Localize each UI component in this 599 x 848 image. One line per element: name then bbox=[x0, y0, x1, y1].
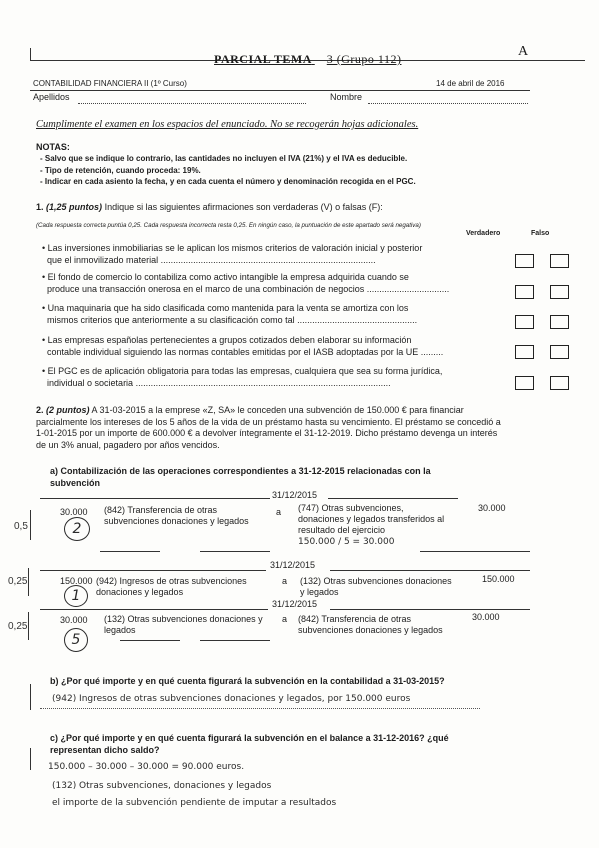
q1-number: 1. bbox=[36, 202, 44, 212]
col-false-header: Falso bbox=[531, 230, 550, 237]
account-line: y legados bbox=[300, 587, 339, 597]
q2b-label: b) bbox=[50, 676, 59, 686]
header-left-tick bbox=[30, 48, 31, 60]
account-line: donaciones y legados transferidos al bbox=[298, 514, 445, 524]
statement-line: Una maquinaria que ha sido clasificada como mantenida para la venta se amortiza con los bbox=[47, 303, 409, 313]
account-line: (842) Transferencia de otras bbox=[104, 505, 218, 515]
q2-number: 2. bbox=[36, 405, 44, 415]
debit-account bbox=[104, 505, 249, 527]
entry-date-rule bbox=[40, 609, 268, 610]
credit-amount: 150.000 bbox=[482, 574, 515, 584]
entry-bottom-rule bbox=[200, 640, 270, 641]
answer-false-box[interactable] bbox=[550, 315, 569, 329]
q1-statement: • El PGC es de aplicación obligatoria para todas las empresas, cualquiera que sea su forma jurídica, individual o societaria ...................................................................................................... bbox=[42, 366, 443, 388]
q2c-answer: (132) Otras subvenciones, donaciones y legados bbox=[52, 781, 272, 791]
account-line: (942) Ingresos de otras subvenciones bbox=[96, 576, 247, 586]
q2-points: (2 puntos) bbox=[46, 405, 90, 415]
q2-intro bbox=[36, 405, 578, 451]
note-item: - Indicar en cada asiento la fecha, y en cada cuenta el número y denominación recogida en el PGC. bbox=[40, 177, 416, 186]
entry-date-rule bbox=[330, 570, 530, 571]
credit-account bbox=[298, 503, 444, 548]
q1-statement: • El fondo de comercio lo contabiliza como activo intangible la empresa adquirida cuando se produce una transacción onerosa en el marco de una combinación de negocios ................................. bbox=[42, 272, 450, 294]
answer-true-box[interactable] bbox=[515, 315, 534, 329]
q2-intro-line: parcialmente los intereses de los 5 años de la vida de un préstamo hasta su vencimiento. El préstamo se concedió a bbox=[36, 416, 501, 427]
credit-account bbox=[298, 614, 443, 636]
note-text: Indicar en cada asiento la fecha, y en cada cuenta el número y denominación recogida en el PGC. bbox=[44, 177, 416, 186]
statement-line: contable individual siguiendo las normas contables emitidas por el IASB adoptadas por la UE bbox=[47, 347, 419, 357]
answer-true-box[interactable] bbox=[515, 345, 534, 359]
entry-bottom-rule bbox=[100, 551, 160, 552]
q1-prompt: Indique si las siguientes afirmaciones son verdaderas (V) o falsas (F): bbox=[104, 202, 383, 212]
answer-false-box[interactable] bbox=[550, 376, 569, 390]
margin-score-rule bbox=[28, 568, 29, 596]
account-line: donaciones y legados bbox=[96, 587, 184, 597]
statement-line: Las inversiones inmobiliarias se le aplican los mismos criterios de valoración inicial y posterior bbox=[47, 243, 423, 253]
statement-line: El fondo de comercio lo contabiliza como activo intangible la empresa adquirida cuando se bbox=[47, 272, 409, 282]
note-item: - Tipo de retención, cuando proceda: 19%. bbox=[40, 166, 201, 175]
margin-score: 0,5 bbox=[14, 521, 28, 532]
q2-intro-line: 1-01-2015 por un importe de 600.000 € a devolver íntegramente el 31-12-2019. Dicho préstamo devenga un interés bbox=[36, 428, 498, 438]
q1-statement: • Las inversiones inmobiliarias se le aplican los mismos criterios de valoración inicial y posterior que el inmovilizado material ...................................................................................... bbox=[42, 243, 423, 265]
account-line: subvenciones donaciones y legados bbox=[298, 625, 443, 635]
credit-amount: 30.000 bbox=[478, 503, 506, 513]
version-mark: A bbox=[518, 44, 529, 59]
q2b-answer: (942) Ingresos de otras subvenciones donaciones y legados, por 150.000 euros bbox=[52, 694, 411, 704]
credit-amount: 30.000 bbox=[472, 612, 500, 622]
entry-date: 31/12/2015 bbox=[272, 490, 318, 500]
answer-false-box[interactable] bbox=[550, 345, 569, 359]
entry-date-rule bbox=[40, 570, 266, 571]
q1-points: (1,25 puntos) bbox=[46, 202, 103, 212]
q2c-question-line: ¿Por qué importe y en qué cuenta figurará la subvención en el balance a 31-12-2016? ¿qué bbox=[60, 733, 449, 743]
account-line: (842) Transferencia de otras bbox=[298, 614, 412, 624]
exam-title-extra: 3 (Grupo 112) bbox=[326, 52, 402, 66]
calculation-note: 150.000 / 5 = 30.000 bbox=[298, 537, 395, 547]
entry-connector: a bbox=[282, 576, 288, 586]
margin-score-rule bbox=[30, 684, 31, 710]
q2c-answer: 150.000 – 30.000 – 30.000 = 90.000 euros. bbox=[48, 762, 245, 772]
answer-true-box[interactable] bbox=[515, 376, 534, 390]
debit-account bbox=[104, 614, 263, 636]
statement-line: El PGC es de aplicación obligatoria para todas las empresas, cualquiera que sea su forma jurídica, bbox=[47, 366, 443, 376]
name-field[interactable] bbox=[368, 103, 528, 104]
grade-mark: 2 bbox=[64, 517, 90, 541]
q2-intro-line: de un 3% anual, pagadero por años vencidos. bbox=[36, 439, 220, 450]
entry-date: 31/12/2015 bbox=[270, 560, 316, 570]
exam-title-text: PARCIAL TEMA bbox=[214, 52, 312, 66]
q1-statement: • Las empresas españolas pertenecientes a grupos cotizados deben elaborar su información contable individual siguiendo las normas contables emitidas por el IASB adoptadas por la UE ......... bbox=[42, 335, 444, 357]
surname-field[interactable] bbox=[78, 103, 306, 104]
exam-title bbox=[214, 52, 401, 67]
debit-amount: 30.000 bbox=[60, 615, 88, 625]
q2a-line: subvención bbox=[50, 478, 101, 488]
margin-score-rule bbox=[30, 748, 31, 770]
surname-label: Apellidos bbox=[33, 92, 70, 102]
note-text: Salvo que se indique lo contrario, las cantidades no incluyen el IVA (21%) y el IVA es deducible. bbox=[44, 154, 408, 163]
entry-bottom-rule bbox=[120, 640, 180, 641]
q2a-line: Contabilización de las operaciones correspondientes a 31-12-2015 relacionadas con la bbox=[60, 466, 431, 476]
col-true-header: Verdadero bbox=[466, 230, 501, 237]
note-text: Tipo de retención, cuando proceda: 19%. bbox=[44, 166, 201, 175]
credit-account bbox=[300, 576, 452, 598]
note-item: - Salvo que se indique lo contrario, las cantidades no incluyen el IVA (21%) y el IVA es deducible. bbox=[40, 154, 408, 163]
margin-score-rule bbox=[28, 612, 29, 640]
answer-true-box[interactable] bbox=[515, 285, 534, 299]
course-name: CONTABILIDAD FINANCIERA II (1º Curso) bbox=[33, 79, 187, 88]
entry-connector: a bbox=[282, 614, 288, 624]
q1-heading bbox=[36, 202, 383, 212]
answer-false-box[interactable] bbox=[550, 285, 569, 299]
entry-bottom-rule bbox=[200, 551, 270, 552]
q1-scoring-note: (Cada respuesta correcta puntúa 0,25. Cada respuesta incorrecta resta 0,25. En ningún caso, la puntuación de este apartado será negativa) bbox=[36, 222, 421, 229]
q2a-label: a) bbox=[50, 466, 59, 476]
name-label: Nombre bbox=[330, 92, 363, 102]
grade-mark: 5 bbox=[64, 628, 88, 652]
q2c-answer: el importe de la subvención pendiente de imputar a resultados bbox=[52, 798, 337, 808]
account-line: resultado del ejercicio bbox=[298, 525, 386, 535]
debit-account bbox=[96, 576, 247, 598]
margin-score-rule bbox=[30, 510, 31, 540]
statement-line: Las empresas españolas pertenecientes a grupos cotizados deben elaborar su información bbox=[47, 335, 412, 345]
margin-score: 0,25 bbox=[8, 576, 28, 587]
q2c-label: c) bbox=[50, 733, 59, 743]
answer-false-box[interactable] bbox=[550, 254, 569, 268]
statement-line: que el inmovilizado material bbox=[47, 255, 159, 265]
account-line: legados bbox=[104, 625, 136, 635]
q1-statement: • Una maquinaria que ha sido clasificada como mantenida para la venta se amortiza con los mismos criterios que anteriormente a su clasificación como tal ................................................ bbox=[42, 303, 418, 325]
account-line: (132) Otras subvenciones donaciones bbox=[300, 576, 452, 586]
debit-amount: 150.000 bbox=[60, 576, 93, 586]
q2b-question bbox=[50, 676, 445, 686]
q2b-question-text: ¿Por qué importe y en qué cuenta figurará la subvención en la contabilidad a 31-03-2015? bbox=[61, 676, 445, 686]
answer-rule bbox=[40, 708, 480, 709]
grade-mark: 1 bbox=[64, 585, 88, 607]
header-course-rule bbox=[30, 90, 530, 91]
entry-date-rule bbox=[328, 498, 458, 499]
statement-line: individual o societaria bbox=[47, 378, 134, 388]
exam-date: 14 de abril de 2016 bbox=[436, 79, 505, 88]
q2c-question bbox=[50, 732, 580, 756]
debit-amount: 30.000 bbox=[60, 507, 88, 517]
instruction: Cumplimente el examen en los espacios del enunciado. No se recogerán hojas adicionales. bbox=[36, 119, 419, 130]
account-line: (132) Otras subvenciones donaciones y bbox=[104, 614, 263, 624]
q2-intro-line: A 31-03-2015 a la emprese «Z, SA» le conceden una subvención de 150.000 € para financiar bbox=[91, 405, 464, 415]
account-line: (747) Otras subvenciones, bbox=[298, 503, 404, 513]
account-line: subvenciones donaciones y legados bbox=[104, 516, 249, 526]
statement-line: mismos criterios que anteriormente a su clasificación como tal bbox=[47, 315, 295, 325]
statement-line: produce una transacción onerosa en el marco de una combinación de negocios bbox=[47, 284, 365, 294]
entry-date: 31/12/2015 bbox=[272, 599, 318, 609]
notes-heading: NOTAS: bbox=[36, 142, 70, 152]
answer-true-box[interactable] bbox=[515, 254, 534, 268]
entry-date-rule bbox=[330, 609, 530, 610]
q2a-heading bbox=[50, 465, 431, 489]
entry-bottom-rule bbox=[420, 551, 530, 552]
entry-date-rule bbox=[40, 498, 270, 499]
margin-score: 0,25 bbox=[8, 621, 28, 632]
entry-connector: a bbox=[276, 507, 282, 517]
q2c-question-line: representan dicho saldo? bbox=[50, 745, 160, 755]
